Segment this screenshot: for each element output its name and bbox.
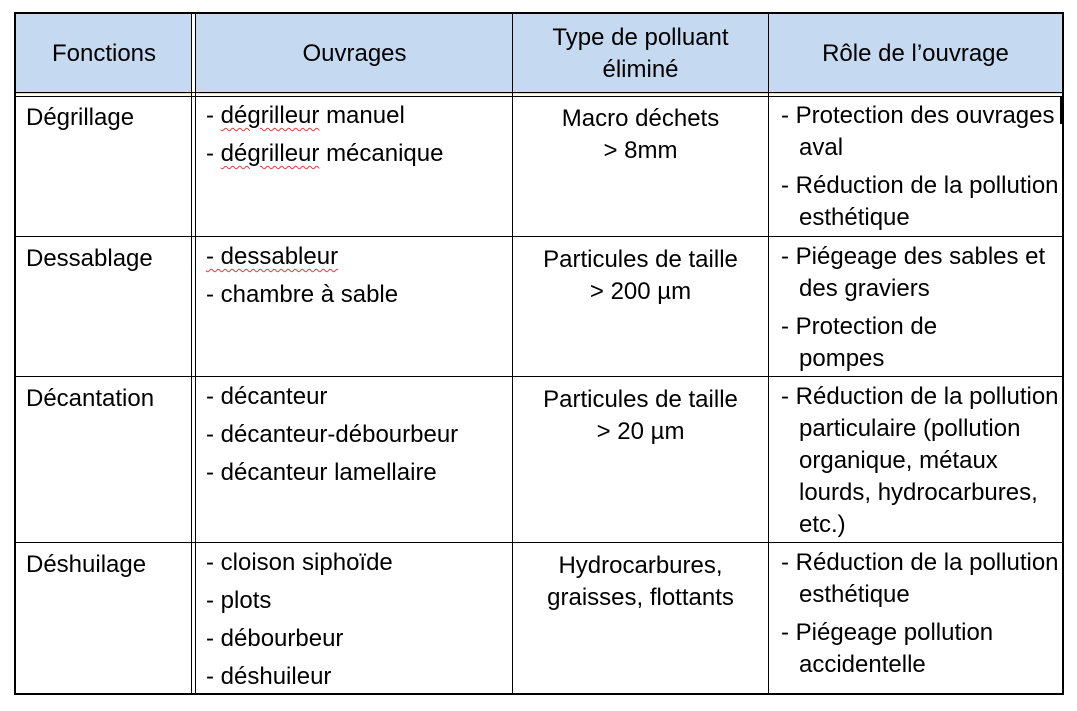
row-separator [16,236,1062,237]
function-dessablage: Dessablage [26,245,153,272]
roles-dessablage [774,241,1064,375]
cursor-mark [1060,96,1063,124]
list-item: - plots [206,587,272,614]
list-item: - chambre à sable [206,281,399,308]
list-item: - Réduction de la pollution particulaire (pollution organique, métaux lourds, hydrocarbures, etc.) [781,383,1059,538]
pollutant-deshuilage: Hydrocarbures, graisses, flottants [547,552,734,611]
function-deshuilage: Déshuilage [26,551,147,578]
roles-degrillage [774,100,1060,234]
header-type-polluant: Type de polluant éliminé [552,24,729,83]
list-item: - Réduction de la pollution esthétique [781,549,1059,608]
header-fonctions: Fonctions [51,40,157,67]
column-separator [768,14,769,693]
header-role: Rôle de l’ouvrage [822,40,1009,67]
ouvrages-decantation [206,381,458,489]
row-separator [16,542,1062,543]
list-item: - décanteur [206,383,328,410]
list-item: - dessableur [206,243,339,270]
ouvrages-deshuilage [206,547,393,693]
roles-decantation [774,381,1062,541]
list-item: - débourbeur [206,625,344,652]
function-degrillage: Dégrillage [26,104,135,131]
list-item: - déshuileur [206,663,332,690]
ouvrages-dessablage [206,241,398,311]
list-item: - décanteur lamellaire [206,459,437,486]
list-item: - Protection des ouvrages aval [781,102,1055,161]
roles-deshuilage [774,547,1064,681]
list-item: - Réduction de la pollution esthétique [781,172,1059,231]
ouvrages-degrillage [206,100,443,170]
pollutant-decantation: Particules de taille > 20 µm [543,386,738,445]
list-item: - dégrilleur mécanique [206,140,444,167]
list-item: - Piégeage des sables et des graviers [781,243,1046,302]
pollutant-dessablage: Particules de taille > 200 µm [543,246,738,305]
list-item: - dégrilleur manuel [206,102,405,129]
list-item: - décanteur-débourbeur [206,421,459,448]
column-separator-double [191,14,196,693]
list-item: - cloison siphoïde [206,549,393,576]
list-item: - Piégeage pollution accidentelle [781,619,994,678]
pollutant-degrillage: Macro déchets > 8mm [561,105,720,164]
function-decantation: Décantation [26,385,155,412]
pretreatment-table [14,12,1064,695]
list-item: - Protection de pompes [781,313,938,372]
header-ouvrages: Ouvrages [302,40,407,67]
row-separator [16,376,1062,377]
